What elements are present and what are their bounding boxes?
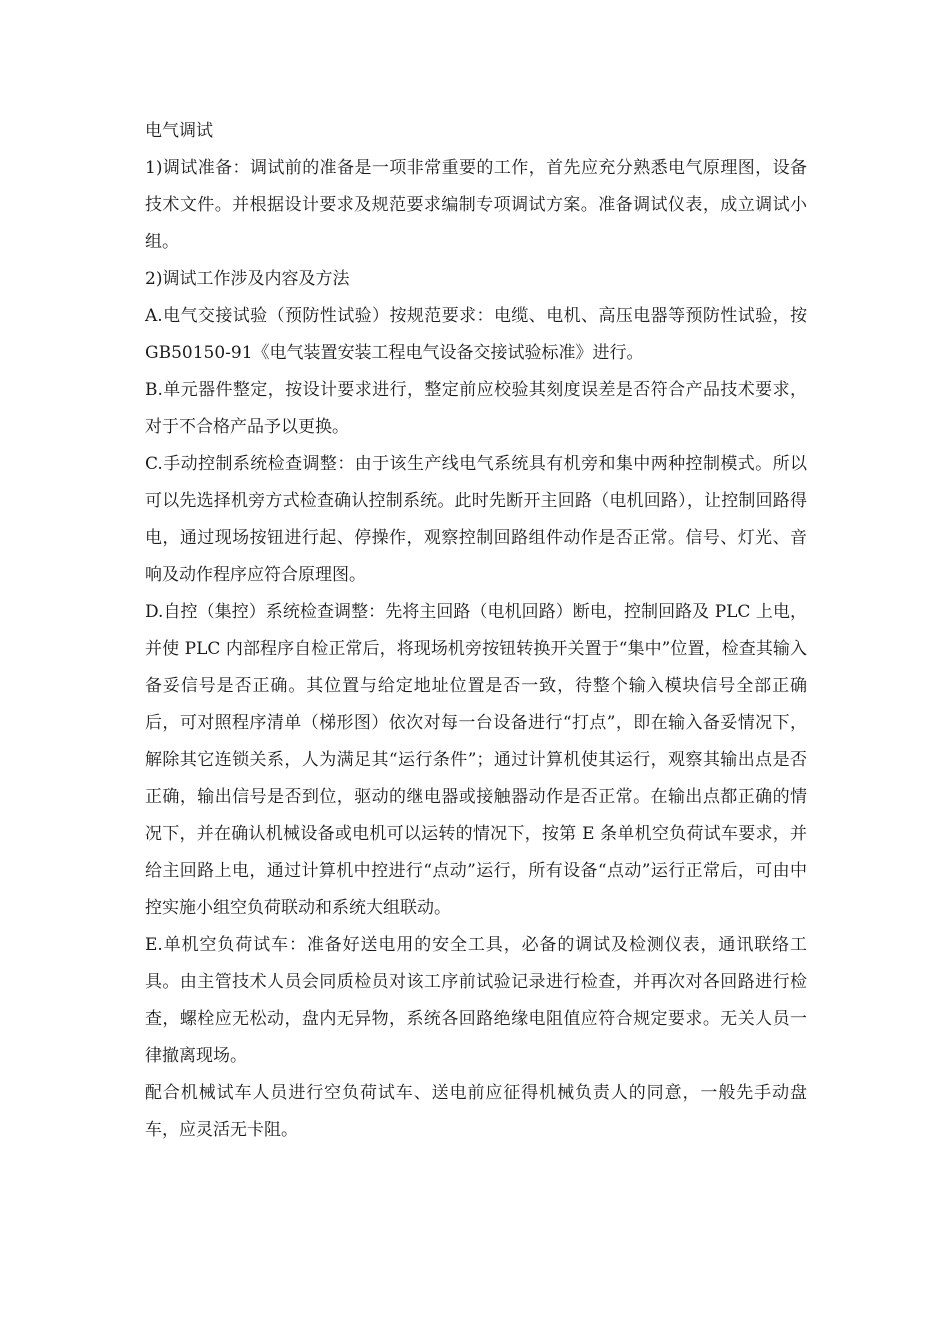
paragraph-methods-heading: 2)调试工作涉及内容及方法	[145, 269, 350, 289]
paragraph-trial-run: 配合机械试车人员进行空负荷试车、送电前应征得机械负责人的同意，一般先手动盘车，应灵活无卡阻。	[145, 1083, 807, 1140]
paragraph-item-e: E.单机空负荷试车：准备好送电用的安全工具，必备的调试及检测仪表，通讯联络工具。由主管技术人员会同质检员对该工序前试验记录进行检查，并再次对各回路进行检查，螺栓应无松动，盘内无异物，系统各回路绝缘电阻值应符合规定要求。无关人员一律撤离现场。	[145, 935, 807, 1066]
paragraph-preparation: 1)调试准备：调试前的准备是一项非常重要的工作，首先应充分熟悉电气原理图，设备技术文件。并根据设计要求及规范要求编制专项调试方案。准备调试仪表，成立调试小组。	[145, 158, 807, 252]
paragraph-item-a: A.电气交接试验（预防性试验）按规范要求：电缆、电机、高压电器等预防性试验，按 GB50150-91《电气装置安装工程电气设备交接试验标准》进行。	[145, 306, 807, 363]
paragraph-item-c: C.手动控制系统检查调整：由于该生产线电气系统具有机旁和集中两种控制模式。所以可以先选择机旁方式检查确认控制系统。此时先断开主回路（电机回路），让控制回路得电，通过现场按钮进行起、停操作，观察控制回路组件动作是否正常。信号、灯光、音响及动作程序应符合原理图。	[145, 454, 807, 585]
paragraph-item-d: D.自控（集控）系统检查调整：先将主回路（电机回路）断电，控制回路及 PLC 上电，并使 PLC 内部程序自检正常后，将现场机旁按钮转换开关置于“集中”位置，检查其输入备妥信号是否正确。其位置与给定地址位置是否一致，待整个输入模块信号全部正确后，可对照程序清单（梯形图）依次对每一台设备进行“打点”，即在输入备妥情况下，解除其它连锁关系，人为满足其“运行条件”；通过计算机使其运行，观察其输出点是否正确，输出信号是否到位，驱动的继电器或接触器动作是否正常。在输出点都正确的情况下，并在确认机械设备或电机可以运转的情况下，按第 E 条单机空负荷试车要求，并给主回路上电，通过计算机中控进行“点动”运行，所有设备“点动”运行正常后，可由中控实施小组空负荷联动和系统大组联动。	[145, 602, 807, 918]
section-title: 电气调试	[145, 121, 213, 141]
document-body	[145, 113, 807, 1149]
paragraph-item-b: B.单元器件整定，按设计要求进行，整定前应校验其刻度误差是否符合产品技术要求，对于不合格产品予以更换。	[145, 380, 807, 437]
